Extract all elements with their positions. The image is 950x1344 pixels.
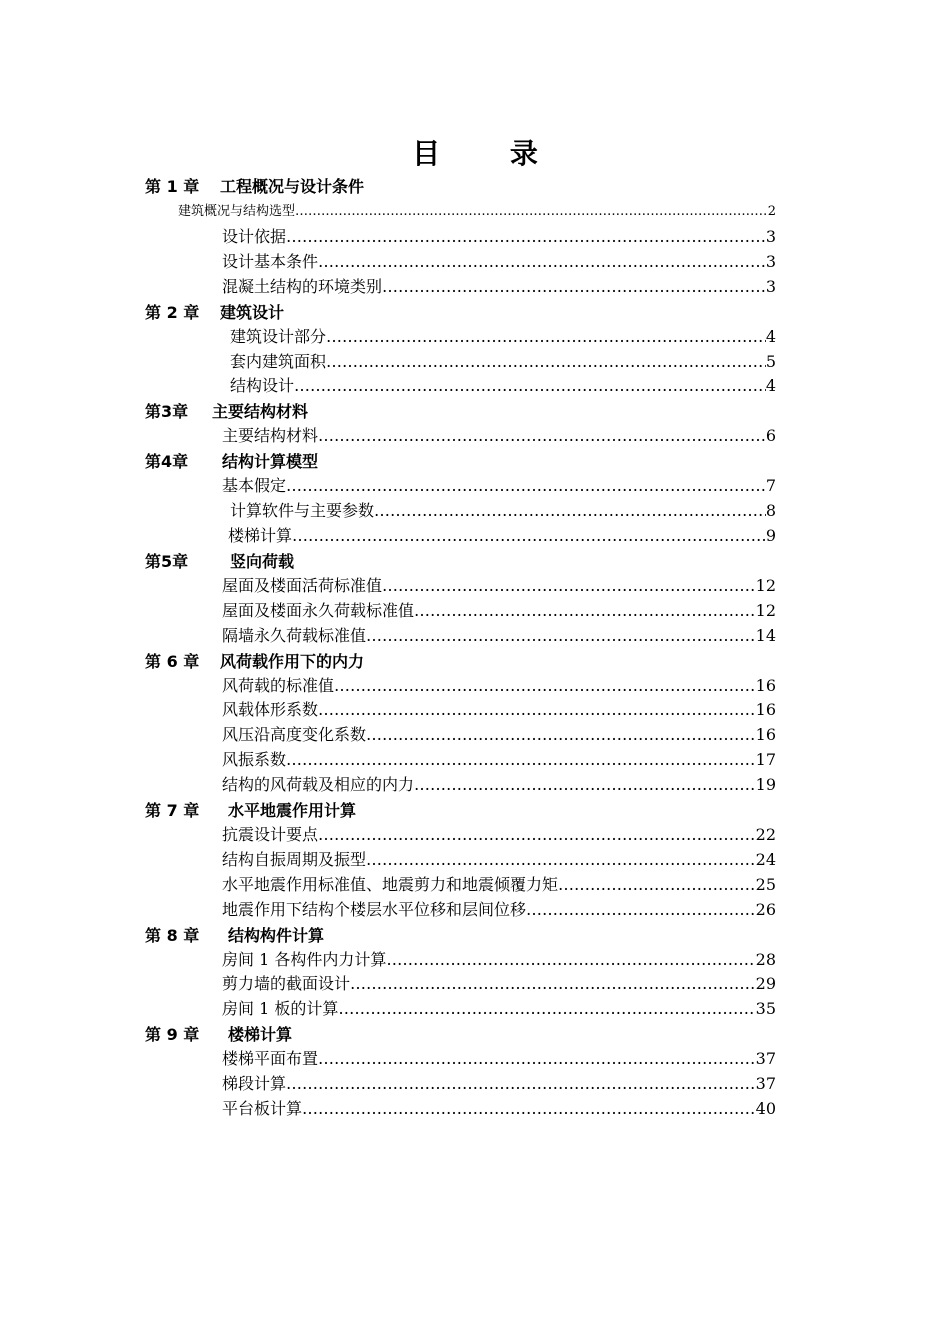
toc-entry-label: 房间 1 各构件内力计算: [222, 949, 387, 969]
toc-entry-label: 隔墙永久荷载标准值: [222, 625, 367, 645]
toc-entry-label: 楼梯平面布置: [222, 1049, 319, 1069]
dot-leader: [338, 997, 755, 1022]
dot-leader: [558, 873, 756, 898]
dot-leader: [350, 972, 756, 997]
toc-page-number: 9: [765, 526, 776, 546]
dot-leader: [526, 898, 756, 923]
toc-entry[interactable]: [0, 698, 776, 723]
toc-entry[interactable]: [0, 374, 776, 399]
toc-entry[interactable]: [0, 1047, 776, 1072]
toc-entry-label: 剪力墙的截面设计: [222, 974, 351, 994]
toc-page-number: 37: [755, 1049, 776, 1069]
chapter-number: 第 2 章: [145, 302, 200, 322]
toc-entry[interactable]: [0, 599, 776, 624]
toc-entry[interactable]: [0, 574, 776, 599]
toc-entry[interactable]: [0, 948, 776, 973]
toc-entry-label: 风压沿高度变化系数: [222, 725, 367, 745]
dot-leader: [326, 350, 766, 375]
toc-entry-label: 套内建筑面积: [230, 351, 327, 371]
chapter-number: 第3章: [145, 402, 189, 422]
toc-entry-label: 混凝土结构的环境类别: [222, 276, 383, 296]
dot-leader: [414, 599, 756, 624]
toc-title: 目 录: [412, 137, 568, 170]
toc-page-number: 40: [755, 1099, 776, 1119]
dot-leader: [414, 773, 756, 798]
dot-leader: [302, 1097, 756, 1122]
chapter-heading[interactable]: [0, 399, 950, 424]
toc-entry-label: 结构自振周期及振型: [222, 849, 367, 869]
toc-entry-label: 楼梯计算: [228, 526, 293, 546]
dot-leader: [374, 499, 766, 524]
toc-entry-label: 主要结构材料: [222, 426, 319, 446]
chapter-title: 竖向荷载: [230, 551, 295, 571]
toc-page-number: 25: [755, 874, 776, 894]
dot-leader: [382, 574, 756, 599]
toc-entry-label: 水平地震作用标准值、地震剪力和地震倾覆力矩: [222, 874, 559, 894]
chapter-number: 第 9 章: [145, 1025, 200, 1045]
toc-page-number: 17: [755, 750, 776, 770]
dot-leader: [386, 948, 755, 973]
toc-entry-label: 风载体形系数: [222, 700, 319, 720]
dot-leader: [286, 225, 766, 250]
dot-leader: [294, 374, 766, 399]
toc-entry[interactable]: [0, 474, 776, 499]
toc-entry-label: 风荷载的标准值: [222, 675, 335, 695]
toc-list: [0, 174, 950, 1122]
chapter-title: 结构计算模型: [222, 452, 319, 472]
toc-entry[interactable]: [0, 250, 776, 275]
toc-page-number: 19: [755, 775, 776, 795]
toc-entry-label: 平台板计算: [222, 1099, 303, 1119]
toc-page-number: 3: [765, 227, 776, 246]
dot-leader: [286, 474, 766, 499]
dot-leader: [318, 250, 766, 275]
dot-leader: [318, 424, 766, 449]
toc-entry[interactable]: [0, 524, 776, 549]
toc-page-number: 12: [755, 600, 776, 620]
chapter-number: 第 6 章: [145, 651, 200, 671]
chapter-number: 第4章: [145, 452, 189, 472]
toc-page-number: 2: [767, 204, 776, 219]
toc-page-number: 12: [755, 575, 776, 595]
toc-page-number: 3: [765, 251, 776, 271]
toc-page-number: 16: [755, 675, 776, 695]
toc-entry[interactable]: [0, 275, 776, 300]
toc-entry-label: 地震作用下结构个楼层水平位移和层间位移: [222, 899, 527, 919]
toc-entry[interactable]: [0, 199, 776, 225]
dot-leader: [382, 275, 766, 300]
chapter-heading[interactable]: [0, 1022, 950, 1047]
toc-page-number: 35: [755, 999, 776, 1019]
toc-page-number: 26: [755, 899, 776, 919]
toc-entry-label: 设计依据: [222, 227, 287, 246]
chapter-title: 水平地震作用计算: [228, 801, 357, 821]
chapter-heading[interactable]: [0, 449, 950, 474]
toc-page-number: 24: [755, 849, 776, 869]
toc-entry[interactable]: [0, 624, 776, 649]
toc-entry-label: 结构的风荷载及相应的内力: [222, 775, 415, 795]
dot-leader: [318, 698, 756, 723]
dot-leader: [366, 624, 756, 649]
chapter-number: 第 1 章: [145, 177, 200, 196]
chapter-heading[interactable]: [0, 649, 950, 674]
toc-entry-label: 抗震设计要点: [222, 825, 319, 845]
toc-entry[interactable]: [0, 499, 776, 524]
toc-entry-label: 基本假定: [222, 476, 287, 496]
toc-entry-label: 屋面及楼面永久荷载标准值: [222, 600, 415, 620]
toc-entry-label: 计算软件与主要参数: [230, 501, 375, 521]
toc-page-number: 5: [765, 351, 776, 371]
dot-leader: [292, 524, 766, 549]
toc-page-number: 28: [755, 949, 776, 969]
toc-page-number: 6: [765, 426, 776, 446]
toc-page-number: 29: [755, 974, 776, 994]
toc-entry[interactable]: [0, 325, 776, 350]
dot-leader: [334, 674, 756, 699]
chapter-heading[interactable]: [0, 549, 950, 574]
toc-entry[interactable]: [0, 823, 776, 848]
chapter-title: 楼梯计算: [228, 1025, 293, 1045]
chapter-heading[interactable]: [0, 798, 950, 823]
toc-entry[interactable]: [0, 898, 776, 923]
chapter-title: 结构构件计算: [228, 925, 325, 945]
toc-page-number: 16: [755, 700, 776, 720]
chapter-number: 第 8 章: [145, 925, 200, 945]
toc-entry[interactable]: [0, 873, 776, 898]
toc-entry[interactable]: [0, 225, 776, 250]
chapter-title: 建筑设计: [220, 302, 285, 322]
toc-page-number: 22: [755, 825, 776, 845]
toc-entry[interactable]: [0, 1097, 776, 1122]
toc-entry-label: 建筑设计部分: [230, 326, 327, 346]
dot-leader: [326, 325, 766, 350]
chapter-number: 第 7 章: [145, 801, 200, 821]
toc-entry[interactable]: [0, 674, 776, 699]
toc-entry[interactable]: [0, 424, 776, 449]
toc-entry[interactable]: [0, 723, 776, 748]
dot-leader: [286, 1072, 756, 1097]
toc-entry[interactable]: [0, 773, 776, 798]
dot-leader: [366, 723, 756, 748]
toc-entry-label: 房间 1 板的计算: [222, 999, 339, 1019]
toc-page-number: 8: [765, 501, 776, 521]
toc-entry-label: 建筑概况与结构选型: [178, 204, 296, 219]
toc-entry-label: 风振系数: [222, 750, 287, 770]
toc-entry[interactable]: [0, 997, 776, 1022]
chapter-title: 主要结构材料: [212, 402, 309, 422]
dot-leader: [318, 823, 756, 848]
dot-leader: [295, 199, 768, 225]
toc-entry-label: 梯段计算: [222, 1074, 287, 1094]
chapter-number: 第5章: [145, 551, 189, 571]
chapter-title: 风荷载作用下的内力: [220, 651, 365, 671]
toc-entry-label: 结构设计: [230, 376, 295, 396]
chapter-title: 工程概况与设计条件: [220, 177, 365, 196]
toc-entry[interactable]: [0, 1072, 776, 1097]
dot-leader: [286, 748, 756, 773]
toc-page-number: 3: [765, 276, 776, 296]
chapter-heading[interactable]: [0, 300, 950, 325]
chapter-heading[interactable]: [0, 923, 950, 948]
dot-leader: [366, 848, 756, 873]
toc-entry[interactable]: [0, 848, 776, 873]
toc-entry-label: 设计基本条件: [222, 251, 319, 271]
toc-page-number: 14: [755, 625, 776, 645]
toc-page-number: 7: [765, 476, 776, 496]
dot-leader: [318, 1047, 756, 1072]
toc-entry-label: 屋面及楼面活荷标准值: [222, 575, 383, 595]
toc-entry[interactable]: [0, 972, 776, 997]
toc-entry[interactable]: [0, 350, 776, 375]
chapter-heading[interactable]: [0, 174, 950, 199]
toc-entry[interactable]: [0, 748, 776, 773]
toc-page-number: 4: [765, 326, 776, 346]
toc-page-number: 4: [765, 376, 776, 396]
toc-page-number: 16: [755, 725, 776, 745]
toc-page-number: 37: [755, 1074, 776, 1094]
